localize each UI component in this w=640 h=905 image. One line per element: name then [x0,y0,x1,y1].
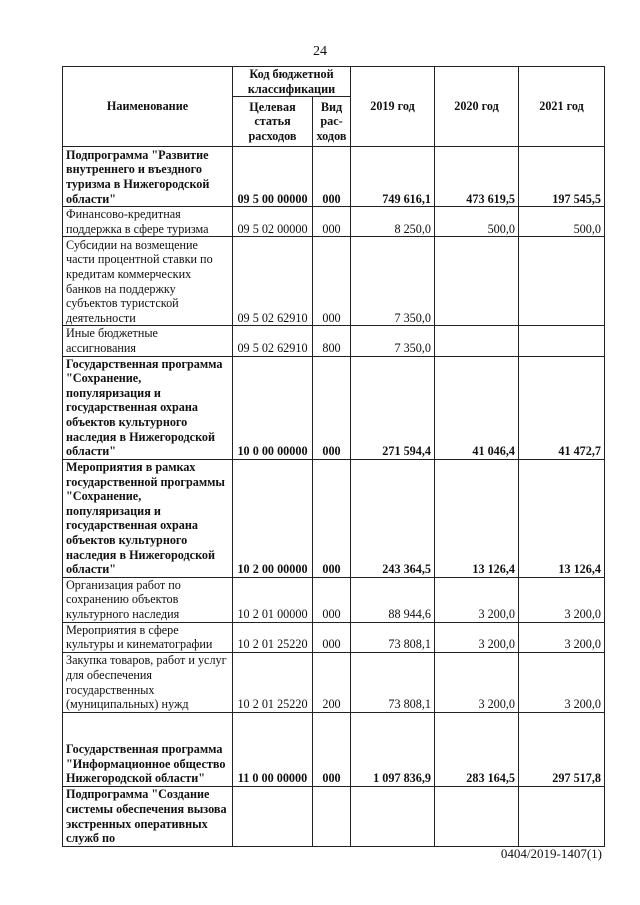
header-target: Целевая статья расходов [233,97,313,147]
budget-table [62,66,605,847]
row-name: Организация работ по сохранению объектов культурного наследия [63,577,233,622]
row-2020 [435,237,519,326]
header-2021: 2021 год [519,67,605,147]
row-name: Финансово-кредитная поддержка в сфере туризма [63,207,233,237]
header-kbk: Код бюджетной классификации [233,67,351,97]
row-code: 10 2 01 25220 [233,622,313,652]
row-expense-type: 000 [313,577,351,622]
row-code [233,786,313,846]
row-2019: 271 594,4 [351,356,435,459]
row-2021: 3 200,0 [519,577,605,622]
row-2020: 3 200,0 [435,652,519,712]
row-2019: 88 944,6 [351,577,435,622]
row-2020: 41 046,4 [435,356,519,459]
row-expense-type: 800 [313,326,351,356]
row-expense-type: 000 [313,459,351,577]
row-2021: 3 200,0 [519,622,605,652]
row-name: Закупка товаров, работ и услуг для обеспечения государственных (муниципальных) нужд [63,652,233,712]
row-2020: 13 126,4 [435,459,519,577]
header-2020: 2020 год [435,67,519,147]
row-expense-type: 000 [313,356,351,459]
row-2021: 3 200,0 [519,652,605,712]
row-2019: 7 350,0 [351,326,435,356]
row-expense-type: 200 [313,652,351,712]
row-2019 [351,786,435,846]
row-name: Подпрограмма "Создание системы обеспечения вызова экстренных оперативных служб по [63,786,233,846]
row-2020 [435,786,519,846]
row-2019: 749 616,1 [351,147,435,207]
row-code: 09 5 00 00000 [233,147,313,207]
row-2021 [519,326,605,356]
table-row [63,326,605,356]
row-2019: 1 097 836,9 [351,712,435,786]
row-2021: 297 517,8 [519,712,605,786]
header-expense-type: Вид рас-ходов [313,97,351,147]
row-2020 [435,326,519,356]
row-name: Государственная программа "Сохранение, популяризация и государственная охрана объектов культурного наследия в Нижегородской области" [63,356,233,459]
page-number: 24 [313,44,327,59]
row-code: 09 5 02 62910 [233,326,313,356]
row-name: Субсидии на возмещение части процентной ставки по кредитам коммерческих банков на поддержку субъектов туристской деятельности [63,237,233,326]
row-2019: 8 250,0 [351,207,435,237]
row-2020: 3 200,0 [435,622,519,652]
row-expense-type [313,786,351,846]
table-row [63,356,605,459]
table-row [63,577,605,622]
row-2021 [519,786,605,846]
row-2019: 7 350,0 [351,237,435,326]
table-row [63,786,605,846]
row-code: 09 5 02 00000 [233,207,313,237]
row-expense-type: 000 [313,147,351,207]
header-2019: 2019 год [351,67,435,147]
header-name: Наименование [63,67,233,147]
row-expense-type: 000 [313,237,351,326]
row-code: 10 2 00 00000 [233,459,313,577]
row-name: Государственная программа "Информационное общество Нижегородской области" [63,712,233,786]
row-2019: 243 364,5 [351,459,435,577]
table-row [63,147,605,207]
row-2021 [519,237,605,326]
row-name: Иные бюджетные ассигнования [63,326,233,356]
row-2020: 3 200,0 [435,577,519,622]
row-2019: 73 808,1 [351,652,435,712]
row-2020: 500,0 [435,207,519,237]
row-2021: 197 545,5 [519,147,605,207]
table-row [63,237,605,326]
row-2020: 283 164,5 [435,712,519,786]
table-row [63,459,605,577]
row-2021: 500,0 [519,207,605,237]
table-row [63,622,605,652]
row-code: 10 0 00 00000 [233,356,313,459]
row-expense-type: 000 [313,622,351,652]
row-2021: 41 472,7 [519,356,605,459]
table-row [63,207,605,237]
table-row [63,712,605,786]
row-code: 09 5 02 62910 [233,237,313,326]
row-2021: 13 126,4 [519,459,605,577]
row-name: Мероприятия в рамках государственной программы "Сохранение, популяризация и государственная охрана объектов культурного наследия в Нижегородской области" [63,459,233,577]
row-2019: 73 808,1 [351,622,435,652]
table-row [63,652,605,712]
row-code: 10 2 01 00000 [233,577,313,622]
row-2020: 473 619,5 [435,147,519,207]
document-code: 0404/2019-1407(1) [500,846,602,861]
row-name: Подпрограмма "Развитие внутреннего и въездного туризма в Нижегородской области" [63,147,233,207]
row-code: 10 2 01 25220 [233,652,313,712]
row-expense-type: 000 [313,712,351,786]
row-code: 11 0 00 00000 [233,712,313,786]
row-name: Мероприятия в сфере культуры и кинематографии [63,622,233,652]
row-expense-type: 000 [313,207,351,237]
